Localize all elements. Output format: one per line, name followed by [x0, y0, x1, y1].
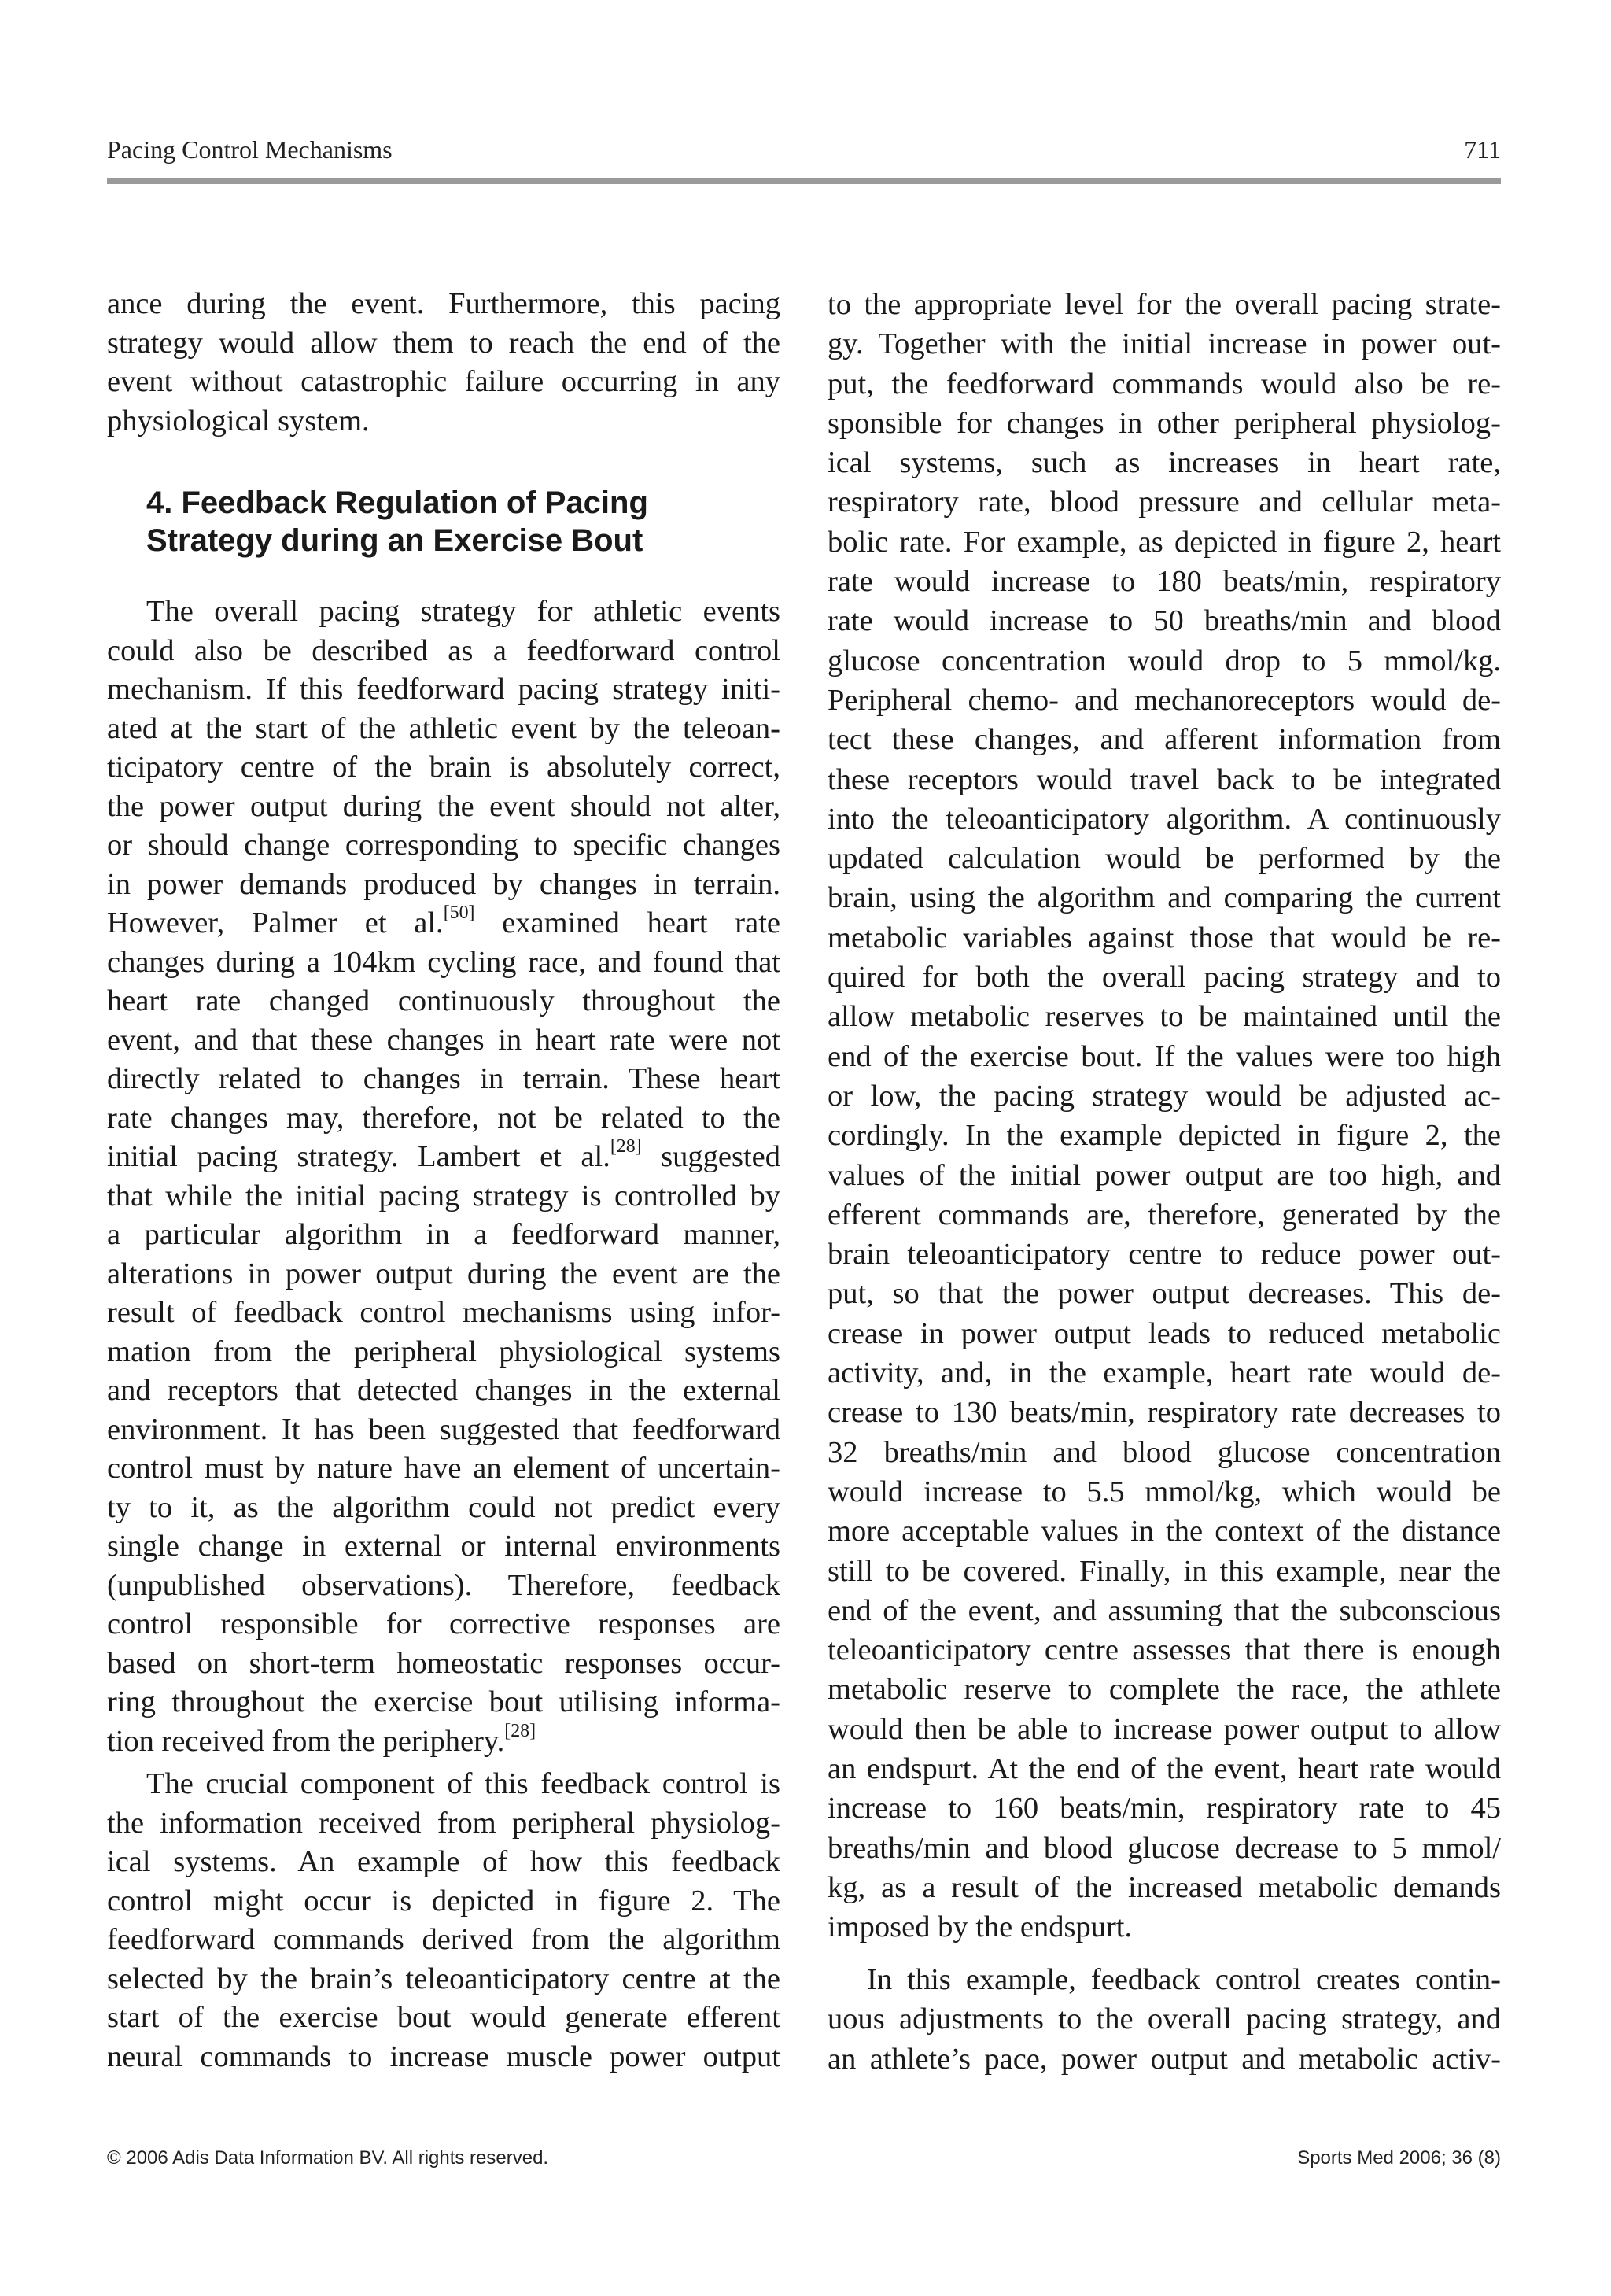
text-line: would then be able to increase power output to allow	[828, 1712, 1501, 1746]
text-line: rate would increase to 180 beats/min, respiratory	[828, 565, 1501, 599]
text-line: feedforward commands derived from the algorithm	[107, 1923, 780, 1956]
text-line: put, the feedforward commands would also be re-	[828, 367, 1501, 401]
text-line: and receptors that detected changes in the external	[107, 1374, 780, 1407]
text-line: these receptors would travel back to be integrated	[828, 762, 1501, 796]
text-line: imposed by the endspurt.	[828, 1910, 1133, 1944]
text-line: ical systems, such as increases in heart rate,	[828, 446, 1501, 480]
text-line: neural commands to increase muscle power output	[107, 2039, 780, 2073]
paragraph	[107, 1765, 780, 2076]
text-line: an endspurt. At the end of the event, heart rate would	[828, 1752, 1501, 1785]
text-line: crease to 130 beats/min, respiratory rate decreases to	[828, 1396, 1501, 1430]
text-line: end of the exercise bout. If the values were too high	[828, 1039, 1501, 1073]
text-line: ance during the event. Furthermore, this pacing	[107, 287, 780, 320]
running-header	[107, 132, 1501, 167]
text-line: However, Palmer et al.[50] examined heart rate	[107, 903, 780, 939]
text-line: end of the event, and assuming that the subconscious	[828, 1593, 1501, 1627]
text-line: ticipatory centre of the brain is absolutely correct,	[107, 751, 780, 784]
text-line: put, so that the power output decreases. This de-	[828, 1277, 1501, 1311]
text-line: alterations in power output during the event are the	[107, 1257, 780, 1290]
text-line: result of feedback control mechanisms using infor-	[107, 1296, 780, 1329]
paragraph	[107, 285, 780, 441]
page-number: 711	[1464, 135, 1501, 164]
text-line: physiological system.	[107, 404, 370, 437]
text-line: environment. It has been suggested that feedforward	[107, 1412, 780, 1446]
text-line: respiratory rate, blood pressure and cellular meta-	[828, 485, 1501, 519]
text-line: a particular algorithm in a feedforward manner,	[107, 1218, 780, 1251]
text-line: the information received from peripheral physiolog-	[107, 1806, 780, 1840]
citation-reference[interactable]: [50]	[443, 903, 475, 924]
text-line: or low, the pacing strategy would be adjusted ac-	[828, 1079, 1501, 1113]
text-line: Peripheral chemo- and mechanoreceptors would de-	[828, 683, 1501, 717]
text-line: tion received from the periphery.[28]	[107, 1720, 536, 1758]
header-rule	[107, 178, 1501, 184]
text-line: brain, using the algorithm and comparing the current	[828, 881, 1501, 915]
copyright-notice: © 2006 Adis Data Information BV. All rights reserved.	[107, 2147, 549, 2169]
text-line: event, and that these changes in heart rate were not	[107, 1023, 780, 1057]
text-line: sponsible for changes in other peripheral physiolog-	[828, 406, 1501, 440]
text-line: In this example, feedback control creates contin-	[867, 1963, 1501, 1996]
text-line: 32 breaths/min and blood glucose concentration	[828, 1435, 1501, 1469]
text-line: The overall pacing strategy for athletic events	[146, 595, 780, 628]
text-line: ated at the start of the athletic event by the teleoan-	[107, 711, 780, 745]
text-line: would increase to 5.5 mmol/kg, which would be	[828, 1475, 1501, 1508]
running-title: Pacing Control Mechanisms	[107, 135, 393, 164]
paragraph	[828, 285, 1501, 1947]
text-line: strategy would allow them to reach the end of the	[107, 326, 780, 360]
text-line: teleoanticipatory centre assesses that there is enough	[828, 1633, 1501, 1667]
text-line: cordingly. In the example depicted in figure 2, the	[828, 1119, 1501, 1153]
citation-reference[interactable]: [28]	[610, 1136, 642, 1157]
text-line: selected by the brain’s teleoanticipatory centre at the	[107, 1962, 780, 1995]
text-line: ty to it, as the algorithm could not predict every	[107, 1490, 780, 1524]
paragraph	[828, 1960, 1501, 2079]
text-line: updated calculation would be performed by the	[828, 842, 1501, 876]
text-line: (unpublished observations). Therefore, feedback	[107, 1568, 780, 1602]
text-line: based on short-term homeostatic responses occur-	[107, 1646, 780, 1680]
text-line: to the appropriate level for the overall pacing strate-	[828, 288, 1501, 321]
text-line: more acceptable values in the context of the distance	[828, 1515, 1501, 1549]
text-line: The crucial component of this feedback control is	[146, 1767, 780, 1800]
text-line: control might occur is depicted in figure 2. The	[107, 1884, 780, 1918]
text-line: kg, as a result of the increased metabolic demands	[828, 1870, 1501, 1904]
text-line: or should change corresponding to specific changes	[107, 829, 780, 862]
text-line: still to be covered. Finally, in this example, near the	[828, 1554, 1501, 1588]
text-line: start of the exercise bout would generate efferent	[107, 2001, 780, 2034]
text-line: bolic rate. For example, as depicted in figure 2, heart	[828, 525, 1501, 559]
text-line: control must by nature have an element of uncertain-	[107, 1452, 780, 1485]
text-line: crease in power output leads to reduced metabolic	[828, 1316, 1501, 1350]
text-line: ring throughout the exercise bout utilising informa-	[107, 1685, 780, 1718]
text-line: in power demands produced by changes in terrain.	[107, 867, 780, 901]
text-line: glucose concentration would drop to 5 mmol/kg.	[828, 644, 1501, 677]
paragraph	[107, 592, 780, 1761]
text-line: event without catastrophic failure occurring in any	[107, 365, 780, 398]
text-line: efferent commands are, therefore, generated by the	[828, 1198, 1501, 1231]
text-line: increase to 160 beats/min, respiratory rate to 45	[828, 1792, 1501, 1825]
page-footer	[107, 2145, 1501, 2172]
citation-reference[interactable]: [28]	[504, 1720, 536, 1741]
text-line: activity, and, in the example, heart rate would de-	[828, 1357, 1501, 1390]
text-line: the power output during the event should not alter,	[107, 789, 780, 823]
text-line: that while the initial pacing strategy is controlled by	[107, 1179, 780, 1213]
text-line: metabolic reserve to complete the race, the athlete	[828, 1673, 1501, 1707]
text-line: directly related to changes in terrain. These heart	[107, 1062, 780, 1095]
section-heading-line: 4. Feedback Regulation of Pacing	[146, 485, 648, 520]
text-line: could also be described as a feedforward control	[107, 633, 780, 667]
text-line: changes during a 104km cycling race, and found that	[107, 945, 780, 979]
text-line: metabolic variables against those that would be re-	[828, 921, 1501, 954]
journal-citation: Sports Med 2006; 36 (8)	[1297, 2147, 1501, 2169]
text-line: rate changes may, therefore, not be related to the	[107, 1101, 780, 1135]
text-line: brain teleoanticipatory centre to reduce power out-	[828, 1238, 1501, 1272]
text-line: uous adjustments to the overall pacing strategy, and	[828, 2003, 1501, 2036]
text-line: ical systems. An example of how this feedback	[107, 1845, 780, 1878]
text-line: an athlete’s pace, power output and metabolic activ-	[828, 2042, 1501, 2076]
section-heading-line: Strategy during an Exercise Bout	[146, 523, 643, 558]
text-line: mation from the peripheral physiological systems	[107, 1334, 780, 1368]
text-line: control responsible for corrective responses are	[107, 1608, 780, 1641]
text-line: tect these changes, and afferent information from	[828, 723, 1501, 757]
text-line: gy. Together with the initial increase in power out-	[828, 327, 1501, 361]
text-line: allow metabolic reserves to be maintained until the	[828, 1000, 1501, 1034]
text-line: values of the initial power output are too high, and	[828, 1158, 1501, 1192]
text-line: mechanism. If this feedforward pacing strategy initi-	[107, 673, 780, 706]
text-line: into the teleoanticipatory algorithm. A continuously	[828, 802, 1501, 836]
text-line: breaths/min and blood glucose decrease to 5 mmol/	[828, 1831, 1501, 1865]
text-line: single change in external or internal environments	[107, 1530, 780, 1563]
text-line: heart rate changed continuously throughout the	[107, 984, 780, 1017]
text-line: initial pacing strategy. Lambert et al.[28] suggested	[107, 1136, 781, 1173]
text-line: rate would increase to 50 breaths/min and blood	[828, 604, 1501, 638]
text-line: quired for both the overall pacing strategy and to	[828, 961, 1501, 995]
section-heading	[146, 484, 776, 559]
